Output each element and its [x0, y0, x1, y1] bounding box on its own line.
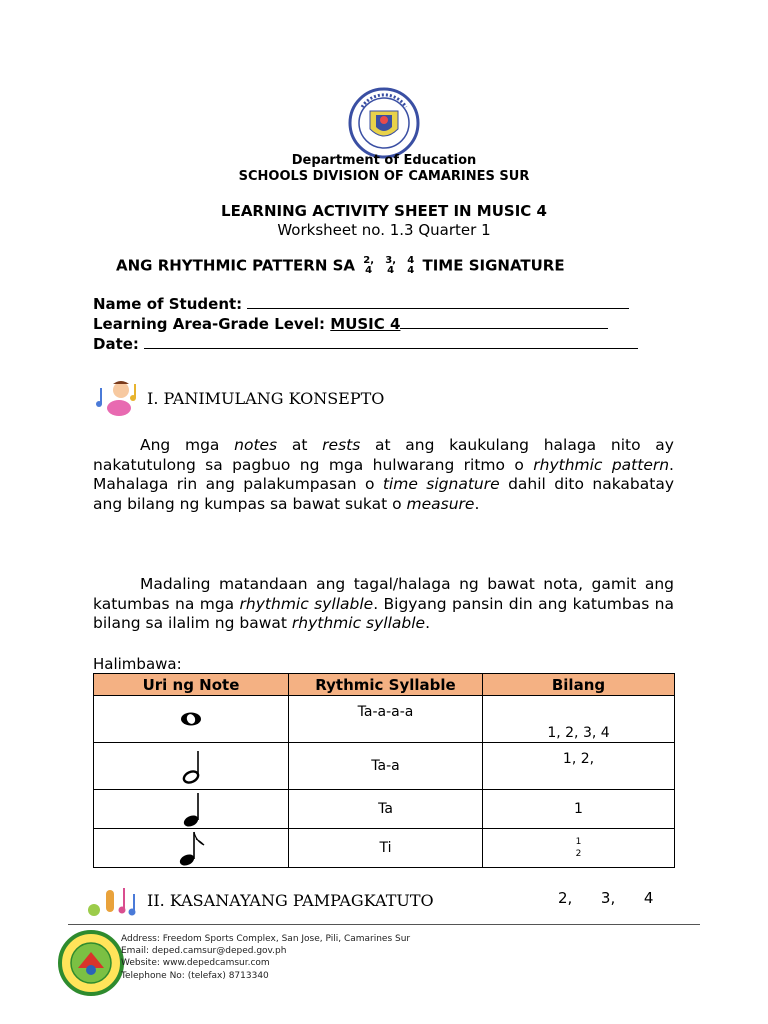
half-note-icon	[176, 748, 206, 784]
grade-level-value: MUSIC 4	[330, 315, 401, 333]
count-cell: 1, 2, 3, 4	[483, 696, 675, 743]
paragraph-text: at ang kaukulang halaga nito ay nakatutulong sa pagbuo ng mga hulwarang ritmo o	[93, 436, 674, 474]
count-cell: 1, 2,	[483, 743, 675, 790]
student-name-line[interactable]	[247, 294, 629, 309]
italic-term: rhythmic syllable	[291, 614, 426, 632]
student-name-label: Name of Student:	[93, 295, 243, 313]
table-header: Rythmic Syllable	[289, 674, 483, 696]
table-row	[94, 829, 675, 868]
paragraph-text: Madaling matandaan ang tagal/halaga ng bawat nota, gamit ang katumbas na mga	[93, 575, 674, 613]
note-values-table	[93, 673, 675, 868]
paragraph-text: Ang mga	[140, 436, 235, 454]
footer-divider	[68, 924, 700, 925]
section-2-heading: II. KASANAYANG PAMPAGKATUTO	[147, 891, 434, 910]
student-name-field[interactable]	[93, 294, 629, 313]
syllable-cell: Ta-a	[289, 743, 483, 790]
syllable-cell: Ti	[289, 829, 483, 868]
paragraph-text: at	[277, 436, 323, 454]
count-bottom: 2	[575, 849, 582, 859]
department-name: Department of Education	[291, 153, 477, 168]
time-signature: 3, 4	[385, 255, 397, 276]
music-notes-icon	[86, 884, 142, 920]
time-signature: 2, 4	[363, 255, 375, 276]
date-label: Date:	[93, 335, 139, 353]
syllable-cell: Ta	[289, 790, 483, 829]
time-signature: 4 4	[407, 255, 415, 276]
table-row	[94, 696, 675, 743]
section-2-numbers: 2, 3, 4	[558, 889, 654, 907]
deped-seal-logo	[348, 87, 420, 159]
count-cell	[483, 829, 675, 868]
division-name: SCHOOLS DIVISION OF CAMARINES SUR	[238, 169, 530, 184]
grade-level-line[interactable]	[400, 314, 608, 329]
intro-paragraph-2	[93, 575, 674, 634]
count-top: 1	[575, 837, 582, 847]
worksheet-number: Worksheet no. 1.3 Quarter 1	[277, 221, 491, 239]
syllable-cell: Ta-a-a-a	[289, 696, 483, 743]
table-header: Uri ng Note	[94, 674, 289, 696]
paragraph-text: dahil dito nakabatay ang bilang ng kumpas sa bawat sukat o	[93, 475, 674, 513]
italic-term: notes	[234, 436, 278, 454]
italic-term: rests	[322, 436, 361, 454]
whole-note-icon	[176, 709, 206, 729]
intro-paragraph-1	[93, 436, 674, 514]
paragraph-text: .	[474, 494, 480, 513]
table-row	[94, 743, 675, 790]
italic-term: measure	[406, 494, 475, 513]
footer-email: Email: deped.camsur@deped.gov.ph	[121, 946, 287, 956]
italic-term: time signature	[382, 475, 500, 493]
rhythmic-pattern-title	[116, 256, 565, 276]
date-line[interactable]	[144, 334, 638, 349]
grade-level-label: Learning Area-Grade Level:	[93, 315, 326, 333]
paragraph-text: .	[425, 614, 431, 632]
paragraph-text: . Mahalaga rin ang palakumpasan o	[93, 455, 674, 493]
example-label: Halimbawa:	[93, 655, 182, 673]
quarter-note-icon	[176, 790, 206, 828]
count-cell: 1	[483, 790, 675, 829]
section-1-heading: I. PANIMULANG KONSEPTO	[147, 389, 385, 408]
footer-address: Address: Freedom Sports Complex, San Jose, Pili, Camarines Sur	[121, 934, 411, 944]
pattern-title-prefix: ANG RHYTHMIC PATTERN SA	[116, 256, 356, 275]
table-header: Bilang	[483, 674, 675, 696]
italic-term: rhythmic syllable	[239, 594, 374, 613]
music-kid-icon	[93, 378, 143, 418]
division-seal-logo	[58, 930, 124, 996]
sheet-title: LEARNING ACTIVITY SHEET IN MUSIC 4	[221, 202, 547, 220]
footer-website: Website: www.depedcamsur.com	[121, 958, 270, 968]
grade-level-field[interactable]	[93, 314, 608, 333]
pattern-title-suffix: TIME SIGNATURE	[422, 256, 565, 275]
date-field[interactable]	[93, 334, 638, 353]
paragraph-text: . Bigyang pansin din ang katumbas na bilang sa ilalim ng bawat	[93, 594, 674, 632]
table-row	[94, 790, 675, 829]
italic-term: rhythmic pattern	[533, 455, 670, 474]
footer-telephone: Telephone No: (telefax) 8713340	[121, 971, 269, 981]
eighth-note-icon	[176, 829, 206, 867]
